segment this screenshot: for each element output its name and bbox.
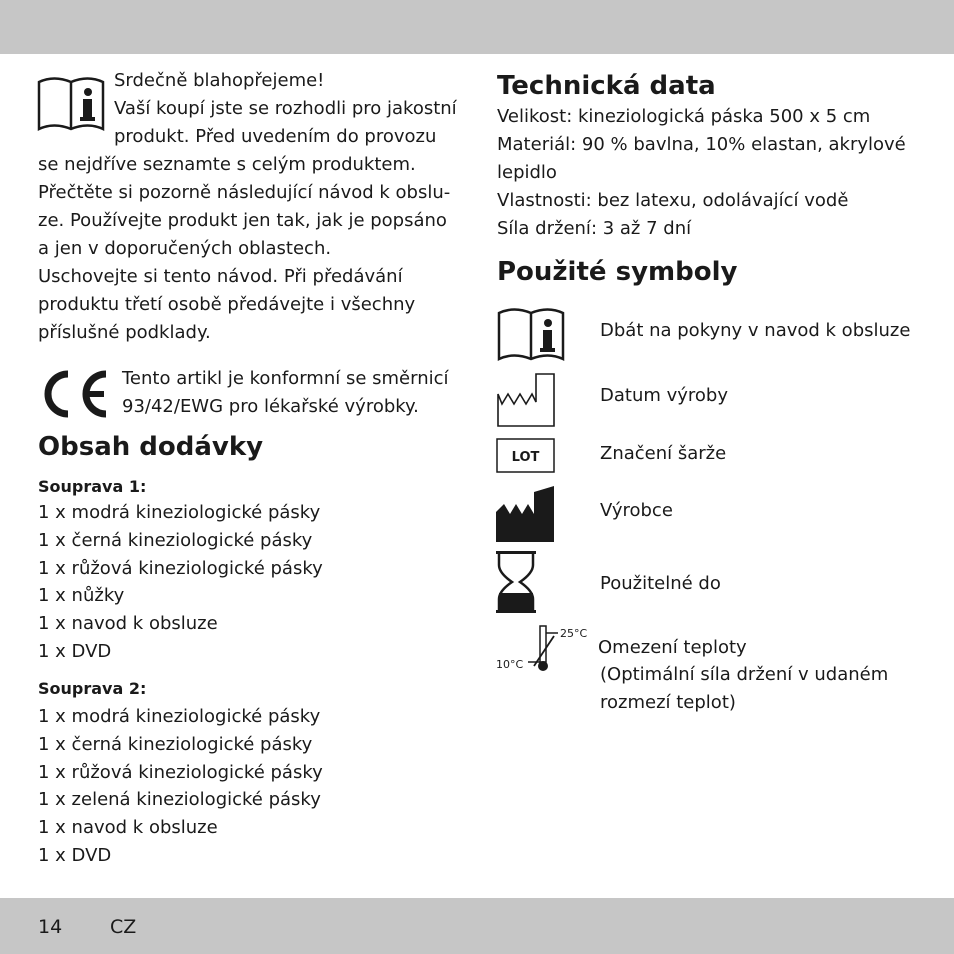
list-item: 1 x růžová kineziologické pásky: [38, 557, 323, 579]
symbol-label: Použitelné do: [600, 573, 721, 594]
list-item: 1 x DVD: [38, 844, 112, 866]
ce-text: Tento artikl je konformní se směrnicí: [122, 368, 449, 389]
top-bar: [0, 0, 954, 54]
technical-line: Materiál: 90 % bavlna, 10% elastan, akrylové: [497, 134, 906, 155]
lot-code: LOT: [511, 450, 540, 465]
bottom-bar: [0, 898, 954, 954]
set1-title: Souprava 1:: [38, 477, 147, 496]
list-item: 1 x černá kineziologické pásky: [38, 733, 313, 755]
intro-line: se nejdříve seznamte s celým produktem.: [38, 154, 416, 175]
list-item: 1 x navod k obsluze: [38, 613, 218, 635]
intro-line: produkt. Před uvedením do provozu: [114, 126, 437, 147]
set2-title: Souprava 2:: [38, 679, 147, 698]
temp-low: 10°C: [496, 658, 524, 671]
symbol-label: Omezení teploty: [598, 637, 747, 658]
page-number: 14: [38, 916, 63, 938]
list-item: 1 x černá kineziologické pásky: [38, 529, 313, 551]
symbol-label: Výrobce: [600, 500, 673, 521]
set1-list: [38, 499, 323, 666]
language-code: CZ: [110, 916, 137, 938]
symbol-label: Datum výroby: [600, 385, 729, 406]
lot-icon: [496, 438, 556, 474]
thermometer-icon: [496, 622, 596, 674]
intro-line: Vaší koupí jste se rozhodli pro jakostní: [114, 98, 457, 119]
intro-line: Přečtěte si pozorně následující návod k obslu-: [38, 182, 451, 203]
ce-mark-icon: [38, 368, 112, 420]
list-item: 1 x růžová kineziologické pásky: [38, 761, 323, 783]
ce-text: 93/42/EWG pro lékařské výrobky.: [122, 396, 419, 417]
technical-line: Velikost: kineziologická páska 500 x 5 cm: [497, 106, 871, 127]
set2-list: [38, 703, 323, 870]
symbol-label: Značení šarže: [600, 443, 727, 464]
intro-line: ze. Používejte produkt jen tak, jak je popsáno: [38, 210, 447, 231]
technical-line: Síla držení: 3 až 7 dní: [497, 218, 692, 239]
intro-line: Srdečně blahopřejeme!: [114, 70, 325, 91]
technical-line: Vlastnosti: bez latexu, odolávající vodě: [497, 190, 849, 211]
intro-line: produktu třetí osobě předávejte i všechny: [38, 294, 416, 315]
technical-line: lepidlo: [497, 162, 557, 183]
info-book-icon: [36, 72, 106, 132]
technical-title: Technická data: [497, 71, 716, 101]
list-item: 1 x modrá kineziologické pásky: [38, 706, 321, 727]
list-item: 1 x nůžky: [38, 585, 125, 607]
date-of-manufacture-icon: [496, 372, 556, 428]
symbol-label: Dbát na pokyny v navod k obsluze: [600, 320, 911, 341]
symbol-label-line: rozmezí teplot): [600, 692, 736, 713]
manufacturer-icon: [496, 486, 556, 542]
list-item: 1 x modrá kineziologické pásky: [38, 502, 321, 523]
list-item: 1 x navod k obsluze: [38, 817, 218, 839]
info-book-icon: [496, 304, 566, 362]
intro-line: a jen v doporučených oblastech.: [38, 238, 332, 259]
intro-line: příslušné podklady.: [38, 322, 211, 343]
list-item: 1 x DVD: [38, 640, 112, 662]
temp-high: 25°C: [560, 627, 588, 640]
intro-line: Uschovejte si tento návod. Při předávání: [38, 266, 403, 287]
symbols-title: Použité symboly: [497, 257, 738, 287]
delivery-title: Obsah dodávky: [38, 432, 264, 462]
symbol-label-line: (Optimální síla držení v udaném: [600, 664, 889, 685]
hourglass-icon: [496, 551, 536, 613]
list-item: 1 x zelená kineziologické pásky: [38, 789, 321, 811]
